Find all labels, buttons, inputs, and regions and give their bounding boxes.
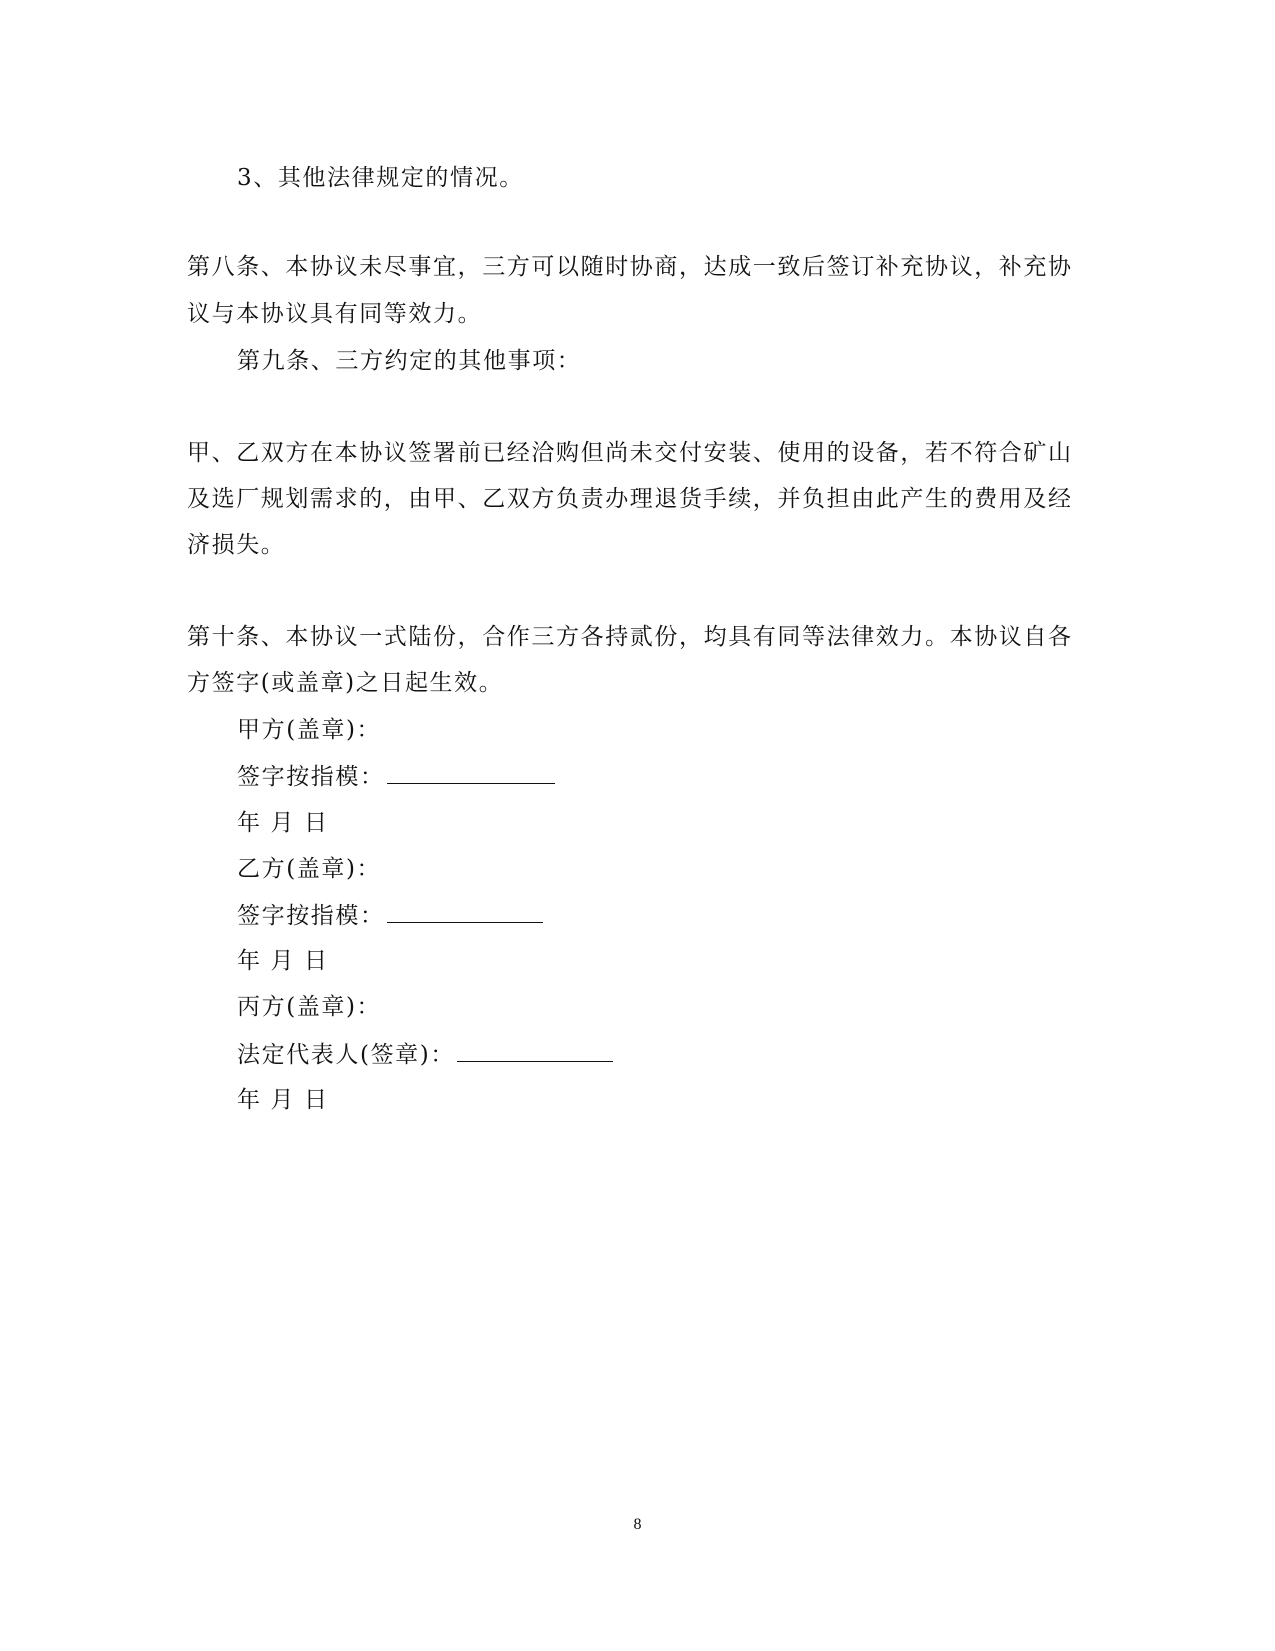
party-c-seal-label: 丙方(盖章)： (237, 994, 382, 1020)
item-3-text: 3、其他法律规定的情况。 (237, 165, 524, 191)
party-b-signature-row (237, 900, 543, 931)
party-a-signature-row (237, 761, 555, 792)
article-10-line-2: 方签字(或盖章)之日起生效。 (187, 670, 504, 696)
party-c-representative-label: 法定代表人(签章)： (237, 1042, 455, 1068)
clause-line-3: 济损失。 (187, 532, 286, 558)
party-b-signature-blank (387, 900, 543, 923)
party-a-seal-label: 甲方(盖章)： (237, 717, 382, 743)
article-9-heading: 第九条、三方约定的其他事项： (237, 348, 582, 374)
party-c-representative-row (237, 1039, 613, 1070)
page-number: 8 (633, 1516, 642, 1533)
party-a-signature-blank (387, 761, 555, 784)
article-10-line-1: 第十条、本协议一式陆份，合作三方各持贰份，均具有同等法律效力。本协议自各 (187, 624, 1073, 650)
clause-line-2: 及选厂规划需求的，由甲、乙双方负责办理退货手续，并负担由此产生的费用及经 (187, 486, 1073, 512)
article-8-line-2: 议与本协议具有同等效力。 (187, 301, 483, 327)
party-a-date: 年 月 日 (237, 810, 329, 836)
party-b-seal-label: 乙方(盖章)： (237, 856, 382, 882)
party-a-signature-label: 签字按指模： (237, 764, 385, 790)
party-c-date: 年 月 日 (237, 1087, 329, 1113)
article-8-line-1: 第八条、本协议未尽事宜，三方可以随时协商，达成一致后签订补充协议，补充协 (187, 254, 1073, 280)
party-b-date: 年 月 日 (237, 948, 329, 974)
party-c-representative-blank (457, 1039, 613, 1062)
clause-line-1: 甲、乙双方在本协议签署前已经洽购但尚未交付安装、使用的设备，若不符合矿山 (187, 440, 1073, 466)
party-b-signature-label: 签字按指模： (237, 903, 385, 929)
